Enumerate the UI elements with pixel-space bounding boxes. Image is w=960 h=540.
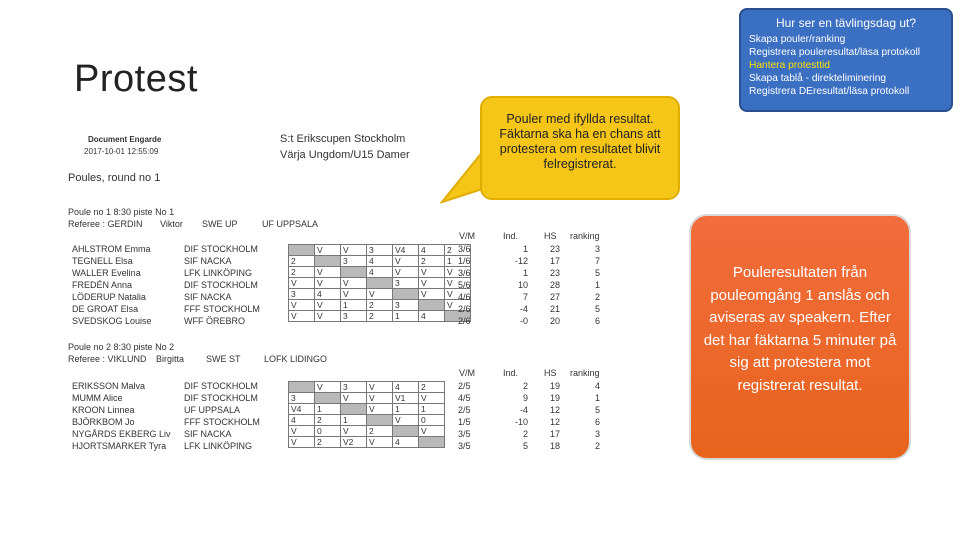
- grid-cell: 3: [341, 311, 367, 322]
- grid-cell-self: [315, 256, 341, 267]
- grid-cell: 1: [393, 311, 419, 322]
- fencer-stat: 10: [517, 280, 528, 290]
- fencer-stat: 3: [594, 429, 600, 439]
- grid-cell: V: [289, 426, 315, 437]
- grid-cell: V: [419, 289, 445, 300]
- fencer-stat: -10: [514, 417, 528, 427]
- grid-cell: 4: [393, 437, 419, 448]
- grid-cell-self: [419, 437, 445, 448]
- pool1-referee: Referee : GERDIN: [68, 219, 143, 229]
- agenda-line: Hantera protesttid: [749, 60, 830, 71]
- grid-cell: V: [445, 267, 471, 278]
- col-header: Ind.: [503, 368, 519, 378]
- fencer-stat: 4/6: [458, 292, 471, 302]
- grid-cell: 3: [393, 300, 419, 311]
- fencer-club: SIF NACKA: [184, 256, 232, 266]
- engarde-title: Document Engarde: [88, 135, 162, 144]
- grid-cell: V4: [289, 404, 315, 415]
- fencer-name: HJORTSMARKER Tyra: [72, 441, 167, 451]
- pool-grid-row: [289, 245, 471, 256]
- grid-cell: 4: [367, 267, 393, 278]
- grid-cell: 3: [341, 382, 367, 393]
- fencer-stat: -4: [519, 304, 528, 314]
- grid-cell: 4: [289, 415, 315, 426]
- grid-cell: V: [341, 289, 367, 300]
- grid-cell: 4: [315, 289, 341, 300]
- grid-cell: 3: [341, 256, 367, 267]
- grid-cell: V: [315, 267, 341, 278]
- fencer-stat: 27: [549, 292, 560, 302]
- col-header: HS: [544, 368, 557, 378]
- grid-cell: 4: [367, 256, 393, 267]
- grid-cell: V: [445, 300, 471, 311]
- grid-cell: 2: [445, 245, 471, 256]
- grid-cell: V: [367, 437, 393, 448]
- grid-cell: V: [341, 393, 367, 404]
- fencer-stat: 1/6: [458, 256, 471, 266]
- fencer-stat: 7: [522, 292, 528, 302]
- fencer-name: AHLSTROM Emma: [72, 244, 151, 254]
- fencer-club: DIF STOCKHOLM: [184, 381, 258, 391]
- fencer-stat: 20: [549, 316, 560, 326]
- fencer-club: FFF STOCKHOLM: [184, 417, 260, 427]
- grid-cell: V2: [341, 437, 367, 448]
- fencer-stat: 5/6: [458, 280, 471, 290]
- round-title: Poules, round no 1: [68, 172, 161, 184]
- fencer-name: FREDÉN Anna: [72, 280, 133, 290]
- fencer-stat: 2: [594, 441, 600, 451]
- fencer-club: LFK LINKÖPING: [184, 441, 253, 451]
- fencer-stat: 6: [594, 316, 600, 326]
- grid-cell: V: [393, 415, 419, 426]
- grid-cell: 3: [289, 393, 315, 404]
- agenda-line: Registrera DEresultat/läsa protokoll: [749, 86, 910, 97]
- grid-cell: V: [419, 426, 445, 437]
- grid-cell: 1: [341, 415, 367, 426]
- pool2-referee-club: LOFK LIDINGO: [264, 354, 328, 364]
- fencer-stat: 19: [549, 393, 560, 403]
- fencer-stat: 12: [549, 417, 560, 427]
- grid-cell: V: [445, 289, 471, 300]
- grid-cell: 2: [289, 256, 315, 267]
- pool-grid-row: [289, 289, 471, 300]
- grid-cell: 1: [393, 404, 419, 415]
- slide-title: Protest: [74, 58, 198, 100]
- grid-cell: 3: [393, 278, 419, 289]
- pool2-referee: Referee : VIKLUND: [68, 354, 147, 364]
- fencer-club: SIF NACKA: [184, 292, 232, 302]
- grid-cell: V: [445, 278, 471, 289]
- pool-grid-row: [289, 437, 445, 448]
- fencer-stat: 1/5: [458, 417, 471, 427]
- fencer-club: FFF STOCKHOLM: [184, 304, 260, 314]
- grid-cell: 4: [419, 311, 445, 322]
- grid-cell: 2: [419, 382, 445, 393]
- pool-grid-row: [289, 300, 471, 311]
- grid-cell: V: [289, 437, 315, 448]
- pool-grid-row: [289, 404, 445, 415]
- pool-grid: [288, 244, 471, 322]
- grid-cell: 2: [419, 256, 445, 267]
- pool-grid: [288, 381, 445, 448]
- grid-cell: 1: [419, 404, 445, 415]
- grid-cell: 2: [315, 437, 341, 448]
- pool-grid-row: [289, 256, 471, 267]
- fencer-stat: 3/6: [458, 244, 471, 254]
- grid-cell: V: [315, 382, 341, 393]
- grid-cell: V: [315, 300, 341, 311]
- grid-cell: V: [289, 311, 315, 322]
- fencer-stat: 5: [594, 405, 600, 415]
- grid-cell: 4: [393, 382, 419, 393]
- grid-cell: V: [367, 393, 393, 404]
- agenda-line: Registrera pouleresultat/läsa protokoll: [749, 47, 921, 58]
- grid-cell: V: [419, 393, 445, 404]
- grid-cell-self: [289, 245, 315, 256]
- grid-cell: V: [367, 382, 393, 393]
- grid-cell-self: [315, 393, 341, 404]
- grid-cell: V: [393, 267, 419, 278]
- fencer-stat: -12: [514, 256, 528, 266]
- fencer-stat: 4: [594, 381, 600, 391]
- grid-cell: V: [341, 426, 367, 437]
- fencer-stat: -0: [519, 316, 528, 326]
- col-header: Ind.: [503, 231, 519, 241]
- col-header: V/M: [459, 231, 476, 241]
- fencer-stat: 4/5: [458, 393, 471, 403]
- fencer-stat: 3/5: [458, 441, 471, 451]
- event-title: S:t Erikscupen Stockholm: [280, 133, 406, 145]
- pool-grid-row: [289, 393, 445, 404]
- fencer-name: BJÖRKBOM Jo: [72, 417, 135, 427]
- grid-cell: 0: [315, 426, 341, 437]
- fencer-stat: 2: [522, 429, 528, 439]
- fencer-stat: 2/5: [458, 405, 471, 415]
- fencer-club: UF UPPSALA: [184, 405, 241, 415]
- fencer-stat: 7: [594, 256, 600, 266]
- fencer-club: DIF STOCKHOLM: [184, 244, 258, 254]
- grid-cell: V4: [393, 245, 419, 256]
- fencer-club: SIF NACKA: [184, 429, 232, 439]
- grid-cell: 2: [367, 426, 393, 437]
- pool-grid-row: [289, 267, 471, 278]
- fencer-club: DIF STOCKHOLM: [184, 280, 258, 290]
- fencer-stat: 2: [594, 292, 600, 302]
- pool-document: [66, 130, 606, 460]
- grid-cell: V: [393, 256, 419, 267]
- grid-cell: 2: [367, 300, 393, 311]
- fencer-stat: 2/5: [458, 381, 471, 391]
- grid-cell: V: [341, 278, 367, 289]
- grid-cell: V: [367, 289, 393, 300]
- grid-cell: V: [289, 278, 315, 289]
- pool-grid-row: [289, 311, 471, 322]
- grid-cell-self: [419, 300, 445, 311]
- fencer-name: KROON Linnea: [72, 405, 135, 415]
- fencer-stat: 2/6: [458, 304, 471, 314]
- grid-cell-self: [393, 426, 419, 437]
- grid-cell: 2: [289, 267, 315, 278]
- protest-info-box: Pouleresultaten från pouleomgång 1 anslås och aviseras av speakern. Efter det har fäktarna 5 minuter på sig att protestera mot registrerat resultat.: [689, 214, 911, 460]
- grid-cell: V: [315, 311, 341, 322]
- col-header: ranking: [570, 231, 600, 241]
- grid-cell: 1: [315, 404, 341, 415]
- grid-cell-self: [393, 289, 419, 300]
- pool2-referee-nat: SWE ST: [206, 354, 241, 364]
- col-header: ranking: [570, 368, 600, 378]
- agenda-line: Skapa tablå - direkteliminering: [749, 73, 887, 84]
- fencer-name: DE GROAT Elsa: [72, 304, 139, 314]
- fencer-name: TEGNELL Elsa: [72, 256, 133, 266]
- event-subtitle: Värja Ungdom/U15 Damer: [280, 149, 410, 161]
- pool1-referee-first: Viktor: [160, 219, 183, 229]
- fencer-name: NYGÅRDS EKBERG Liv: [72, 429, 171, 439]
- fencer-stat: 12: [549, 405, 560, 415]
- fencer-stat: 17: [549, 256, 560, 266]
- fencer-club: LFK LINKÖPING: [184, 268, 253, 278]
- fencer-stat: 5: [594, 304, 600, 314]
- pool-grid-row: [289, 382, 445, 393]
- fencer-name: MUMM Alice: [72, 393, 123, 403]
- grid-cell: 4: [419, 245, 445, 256]
- grid-cell: V: [341, 245, 367, 256]
- grid-cell: V: [419, 278, 445, 289]
- fencer-name: SVEDSKOG Louise: [72, 316, 152, 326]
- fencer-stat: 18: [549, 441, 560, 451]
- pool2-referee-first: Birgitta: [156, 354, 185, 364]
- fencer-stat: 1: [522, 244, 528, 254]
- grid-cell: 0: [419, 415, 445, 426]
- fencer-stat: 2/6: [458, 316, 471, 326]
- fencer-stat: 3/5: [458, 429, 471, 439]
- grid-cell: 3: [289, 289, 315, 300]
- fencer-stat: -4: [519, 405, 528, 415]
- fencer-name: WALLER Evelina: [72, 268, 141, 278]
- grid-cell: 1: [445, 256, 471, 267]
- fencer-stat: 9: [522, 393, 528, 403]
- grid-cell-self: [341, 404, 367, 415]
- fencer-stat: 1: [594, 280, 600, 290]
- fencer-stat: 2: [522, 381, 528, 391]
- grid-cell: 3: [367, 245, 393, 256]
- fencer-club: DIF STOCKHOLM: [184, 393, 258, 403]
- pool2-header: Poule no 2 8:30 piste No 2: [68, 342, 175, 352]
- agenda-line: Skapa pouler/ranking: [749, 34, 846, 45]
- fencer-name: ERIKSSON Malva: [72, 381, 146, 391]
- grid-cell: 1: [341, 300, 367, 311]
- fencer-stat: 3: [594, 244, 600, 254]
- fencer-club: WFF ÖREBRO: [184, 316, 245, 326]
- grid-cell: V1: [393, 393, 419, 404]
- pool1-referee-club: UF UPPSALA: [262, 219, 319, 229]
- fencer-stat: 21: [549, 304, 560, 314]
- fencer-stat: 28: [549, 280, 560, 290]
- fencer-name: LÖDERUP Natalia: [72, 292, 146, 302]
- col-header: HS: [544, 231, 557, 241]
- fencer-stat: 5: [594, 268, 600, 278]
- grid-cell: V: [419, 267, 445, 278]
- pool-grid-row: [289, 415, 445, 426]
- grid-cell: V: [367, 404, 393, 415]
- agenda-heading: Hur ser en tävlingsdag ut?: [775, 16, 917, 30]
- grid-cell-self: [289, 382, 315, 393]
- doc-timestamp: 2017-10-01 12:55:09: [84, 147, 159, 156]
- grid-cell: V: [315, 278, 341, 289]
- fencer-stat: 1: [522, 268, 528, 278]
- grid-cell: V: [289, 300, 315, 311]
- pool1-referee-nat: SWE UP: [202, 219, 238, 229]
- pool1-header: Poule no 1 8:30 piste No 1: [68, 207, 175, 217]
- fencer-stat: 3/6: [458, 268, 471, 278]
- grid-cell-self: [341, 267, 367, 278]
- fencer-stat: 19: [549, 381, 560, 391]
- grid-cell: 2: [367, 311, 393, 322]
- grid-cell: 2: [315, 415, 341, 426]
- pool-grid-row: [289, 278, 471, 289]
- pool-grid-row: [289, 426, 445, 437]
- fencer-stat: 23: [549, 244, 560, 254]
- grid-cell: V: [315, 245, 341, 256]
- fencer-stat: 5: [522, 441, 528, 451]
- fencer-stat: 1: [594, 393, 600, 403]
- fencer-stat: 17: [549, 429, 560, 439]
- callout-box: Pouler med ifyllda resultat. Fäktarna ska ha en chans att protestera om resultatet blivit felregistrerat.: [480, 96, 680, 200]
- agenda-box: [739, 8, 953, 112]
- fencer-stat: 23: [549, 268, 560, 278]
- grid-cell-self: [367, 278, 393, 289]
- fencer-stat: 6: [594, 417, 600, 427]
- grid-cell-self: [367, 415, 393, 426]
- col-header: V/M: [459, 368, 476, 378]
